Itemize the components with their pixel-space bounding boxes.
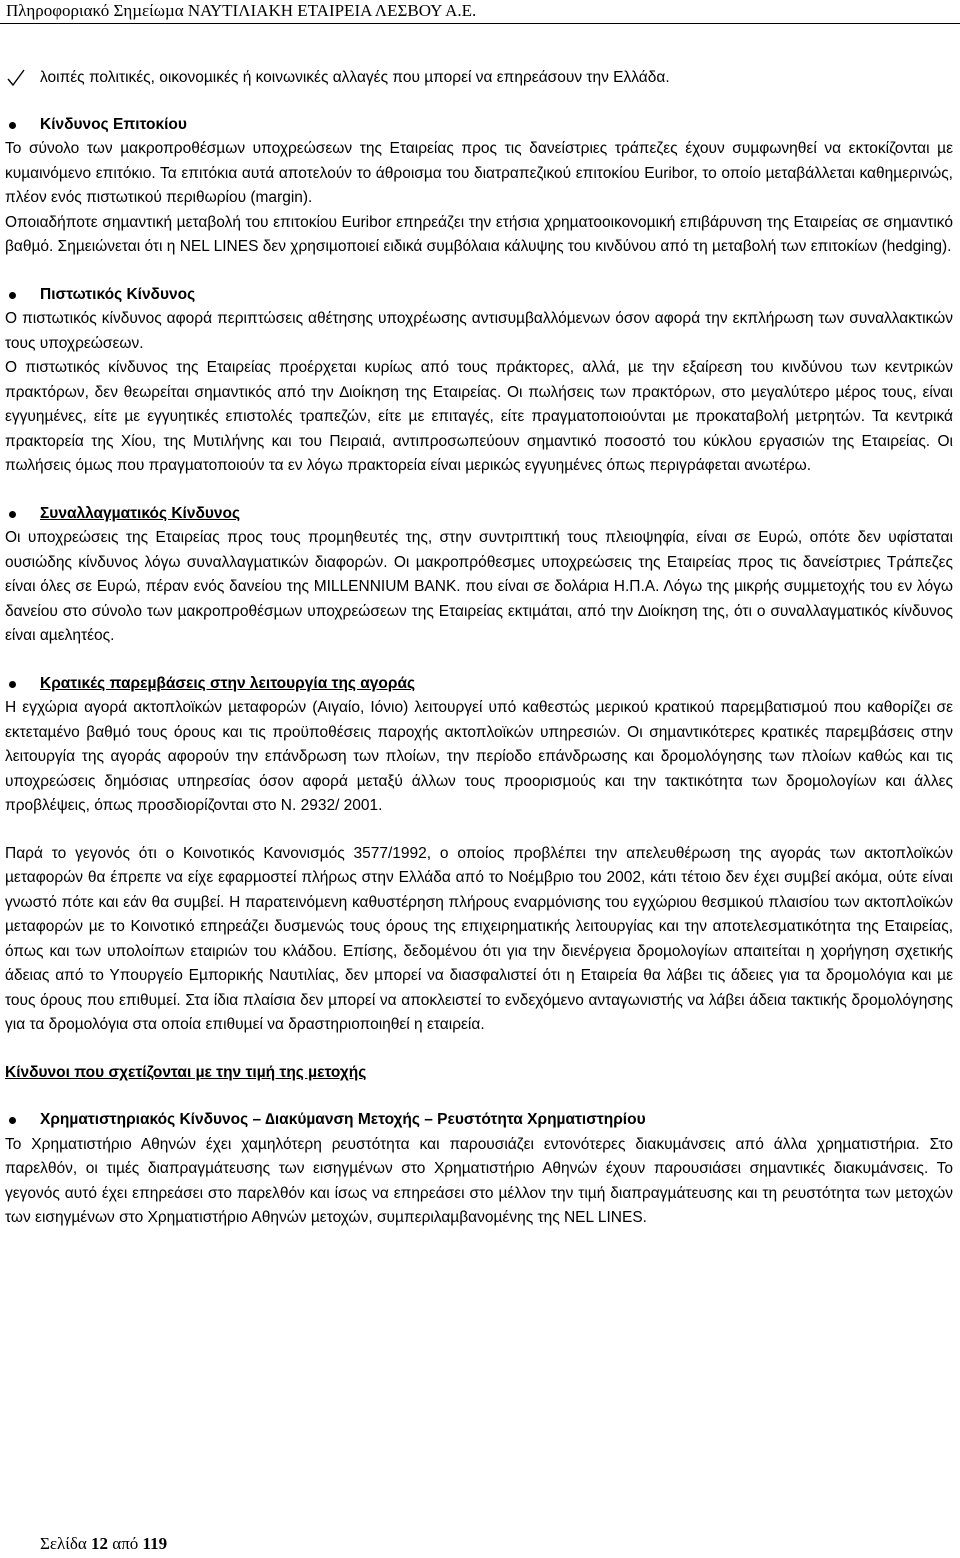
- paragraph: Οι υποχρεώσεις της Εταιρείας προς τους προµηθευτές της, στην συντριπτική τους πλειοψηφία, είναι σε Ευρώ, οπότε δεν υφίσταται ουσιώδης κίνδυνος λόγω συναλλαγµατικών διαφορών. Οι µακροπρόθεσµες υποχρεώσεις της Εταιρείας προς τις δανείστριες Τράπεζες είναι όλες σε Ευρώ, πέραν ενός δανείου της MILLENNIUM BANK. που είναι σε δολάρια Η.Π.Α. Λόγω της µικρής συµµετοχής του εν λόγω δανείου στο σύνολο των µακροπροθέσµων υποχρεώσεων της Εταιρείας εκτιµάται, από την ∆ιοίκηση της, ότι ο συναλλαγµατικός κίνδυνος είναι αµελητέος.: [5, 529, 953, 644]
- footer-page-number: 12: [91, 1534, 109, 1553]
- bullet-icon: [9, 292, 16, 299]
- section-state-intervention: [5, 672, 953, 1038]
- checkmark-icon: [5, 66, 27, 90]
- section-heading: Κρατικές παρεµβάσεις στην λειτουργία της αγοράς: [5, 672, 953, 697]
- section-heading: Κίνδυνος Επιτοκίου: [5, 113, 953, 138]
- header-title: Πληροφοριακό Σηµείωµα ΝΑΥΤΙΛΙΑΚΗ ΕΤΑΙΡΕΙΑ ΛΕΣΒΟΥ Α.Ε.: [6, 1, 477, 20]
- bullet-icon: [9, 681, 16, 688]
- section-heading: Κίνδυνοι που σχετίζονται µε την τιµή της µετοχής: [5, 1063, 367, 1081]
- footer-of: από: [112, 1534, 139, 1553]
- bullet-icon: [9, 511, 16, 518]
- section-heading: Χρηµατιστηριακός Κίνδυνος – ∆ιακύµανση Μετοχής – Ρευστότητα Χρηµατιστηρίου: [5, 1108, 953, 1133]
- section-heading: Συναλλαγµατικός Κίνδυνος: [5, 502, 953, 527]
- intro-checklist-item: [5, 66, 953, 91]
- paragraph: Ο πιστωτικός κίνδυνος της Εταιρείας προέρχεται κυρίως από τους πράκτορες, αλλά, µε την εξαίρεση του κινδύνου των κεντρικών πρακτόρων, δεν θεωρείται σηµαντικός από την ∆ιοίκηση της Εταιρείας. Οι πωλήσεις των πρακτόρων, στο µεγαλύτερο µέρος τους, είναι εγγυηµένες, είτε µε εγγυητικές επιστολές τραπεζών, είτε µε επιταγές, είτε πραγµατοποιούνται µε προκαταβολή µετρητών. Τα κεντρικά πρακτορεία της Χίου, της Μυτιλήνης και του Πειραιά, αντιπροσωπεύουν σηµαντικό ποσοστό του κύκλου εργασιών της Εταιρείας. Οι πωλήσεις όµως που πραγµατοποιούν τα εν λόγω πρακτορεία είναι µερικώς εγγυηµένες όπως περιγράφεται ανωτέρω.: [5, 359, 953, 474]
- paragraph: Το Χρηµατιστήριο Αθηνών έχει χαµηλότερη ρευστότητα και παρουσιάζει εντονότερες διακυµάνσεις από άλλα χρηµατιστήρια. Στο παρελθόν, οι τιµές διαπραγµάτευσης των εισηγµένων στο Χρηµατιστήριο Αθηνών έχουν παρουσιάσει σηµαντικές διακυµάνσεις. Το γεγονός αυτό έχει επηρεάσει στο παρελθόν και ίσως να επηρεάσει στο µέλλον την τιµή διαπραγµάτευσης και τη ρευστότητα των µετοχών των εισηγµένων στο Χρηµατιστήριο Αθηνών µετοχών, συµπεριλαµβανοµένης της NEL LINES.: [5, 1135, 953, 1226]
- section-market-risk: [5, 1108, 953, 1231]
- page-header: [6, 0, 946, 22]
- paragraph: Η εγχώρια αγορά ακτοπλοϊκών µεταφορών (Αιγαίο, Ιόνιο) λειτουργεί υπό καθεστώς µερικού κρατικού παρεµβατισµού που καθορίζει σε εκτεταµένο βαθµό τους όρους και τις προϋποθέσεις παροχής ακτοπλοϊκών υπηρεσιών. Οι σηµαντικότερες κρατικές παρεµβάσεις στην λειτουργία της αγοράς αφορούν την επάνδρωση των πλοίων, την περίοδο επάνδρωσης και δροµολόγησης των πλοίων καθώς και τις υποχρεώσεις δηµόσιας υπηρεσίας όσον αφορά µεταξύ άλλων τους προορισµούς και την τακτικότητα των δροµολογίων και άλλες προβλέψεις, όπως προσδιορίζονται στο Ν. 2932/ 2001.: [5, 699, 953, 814]
- page-footer: [40, 1534, 167, 1554]
- footer-label: Σελίδα: [40, 1534, 87, 1553]
- section-interest-risk: [5, 113, 953, 260]
- section-credit-risk: [5, 283, 953, 479]
- paragraph: Οποιαδήποτε σηµαντική µεταβολή του επιτοκίου Euribor επηρεάζει την ετήσια χρηµατοοικονοµική επιβάρυνση της Εταιρείας σε σηµαντικό βαθµό. Σηµειώνεται ότι η NEL LINES δεν χρησιµοποιεί ειδικά συµβόλαια κάλυψης του κινδύνου από τη µεταβολή των επιτοκίων (hedging).: [5, 213, 953, 255]
- paragraph: Ο πιστωτικός κίνδυνος αφορά περιπτώσεις αθέτησης υποχρέωσης αντισυµβαλλόµενων όσον αφορά την εκπλήρωση των συναλλακτικών τους υποχρεώσεων.: [5, 310, 953, 352]
- section-heading: Πιστωτικός Κίνδυνος: [5, 283, 953, 308]
- paragraph: Το σύνολο των µακροπροθέσµων υποχρεώσεων της Εταιρείας προς τις δανείστριες τράπεζες έχουν συµφωνηθεί να εκτοκίζονται µε κυµαινόµενο επιτόκιο. Τα επιτόκια αυτά αποτελούν το άθροισµα του διατραπεζικού επιτοκίου Euribor, το οποίο µεταβάλλεται καθηµερινώς, πλέον ενός πιστωτικού περιθωρίου (margin).: [5, 140, 953, 206]
- bullet-icon: [9, 1117, 16, 1124]
- paragraph: Παρά το γεγονός ότι ο Κοινοτικός Κανονισµός 3577/1992, ο οποίος προβλέπει την απελευθέρωση της αγοράς των ακτοπλοϊκών µεταφορών θα έπρεπε να είχε εφαρµοστεί πλήρως στην Ελλάδα από το Νοέµβριο του 2002, κάτι τέτοιο δεν έχει συµβεί ακόµα, ούτε είναι γνωστό πότε και εάν θα συµβεί. Η παρατεινόµενη καθυστέρηση πλήρους εναρµόνισης του εγχώριου θεσµικού πλαισίου των ακτοπλοϊκών µεταφορών µε το Κοινοτικό επηρεάζει δυσµενώς τους όρους της επιχειρηµατικής λειτουργίας και την αποτελεσµατικότητα της Εταιρείας, όπως και των υπολοίπων εταιριών του κλάδου. Επίσης, δεδοµένου ότι για την διενέργεια δροµολογίων απαιτείται η χορήγηση σχετικής άδειας από το Υπουργείο Εµπορικής Ναυτιλίας, δεν µπορεί να διασφαλιστεί ότι η Εταιρεία θα λάβει τις άδειες για τα δροµολόγια και µε τους όρους που επιθυµεί. Στα ίδια πλαίσια δεν µπορεί να αποκλειστεί το ενδεχόµενο ανταγωνιστής να λάβει άδεια τακτικής δροµολόγησης για τα δροµολόγια στα οποία επιθυµεί να δραστηριοποιηθεί η εταιρεία.: [5, 844, 953, 1033]
- bullet-icon: [9, 122, 16, 129]
- header-rule: [0, 23, 960, 24]
- section-share-risks: [5, 1061, 953, 1086]
- intro-check-text: λοιπές πολιτικές, οικονοµικές ή κοινωνικές αλλαγές που µπορεί να επηρεάσουν την Ελλάδα.: [40, 69, 670, 86]
- footer-total-pages: 119: [142, 1534, 168, 1553]
- document-body: [5, 66, 953, 1231]
- section-fx-risk: [5, 502, 953, 649]
